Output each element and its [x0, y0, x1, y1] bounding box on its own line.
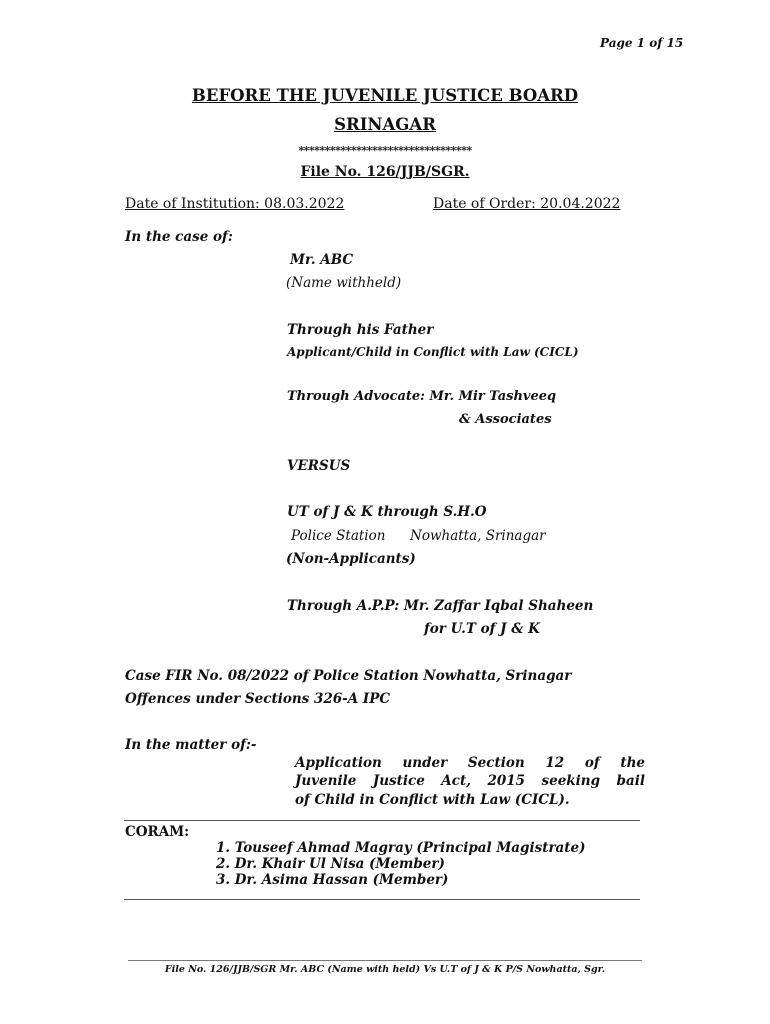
- matter-word: Act,: [441, 773, 471, 789]
- court-title: BEFORE THE JUVENILE JUSTICE BOARD: [191, 86, 579, 105]
- matter-word: seeking: [541, 773, 601, 789]
- matter-line-3: of Child in Conflict with Law (CICL).: [295, 792, 570, 808]
- matter-line-2: [295, 773, 645, 789]
- advocate-line-1: Through Advocate: Mr. Mir Tashveeq: [287, 389, 557, 404]
- fir-line-1: Case FIR No. 08/2022 of Police Station Nowhatta, Srinagar: [125, 668, 572, 684]
- coram-member-3: 3. Dr. Asima Hassan (Member): [216, 872, 449, 888]
- matter-line-1: [295, 755, 645, 771]
- matter-word: Justice: [372, 773, 425, 789]
- footer-text: File No. 126/JJB/SGR Mr. ABC (Name with held) Vs U.T of J & K P/S Nowhatta, Sgr.: [164, 964, 606, 975]
- non-applicants-label: (Non-Applicants): [286, 551, 416, 567]
- applicant-name: Mr. ABC: [290, 252, 354, 268]
- divider-bottom: [124, 899, 640, 900]
- case-of-label: In the case of:: [125, 229, 233, 245]
- respondent-name: UT of J & K through S.H.O: [287, 504, 487, 520]
- matter-word: Section: [467, 755, 525, 771]
- matter-word: bail: [616, 773, 645, 789]
- matter-word: under: [402, 755, 448, 771]
- matter-word: Application: [295, 755, 382, 771]
- through-father: Through his Father: [287, 322, 434, 338]
- police-station-label: Police Station: [291, 528, 386, 544]
- date-of-institution: Date of Institution: 08.03.2022: [125, 196, 345, 212]
- stars-divider: *********************************: [298, 144, 472, 157]
- advocate-line-2: & Associates: [459, 412, 552, 427]
- versus-label: VERSUS: [287, 458, 351, 474]
- matter-word: 2015: [487, 773, 526, 789]
- applicant-role: Applicant/Child in Conflict with Law (CICL): [287, 345, 579, 359]
- app-line-2: for U.T of J & K: [424, 621, 540, 637]
- fir-line-2: Offences under Sections 326-A IPC: [125, 691, 391, 707]
- footer-rule: [128, 960, 642, 961]
- divider-top: [124, 820, 640, 821]
- app-line-1: Through A.P.P: Mr. Zaffar Iqbal Shaheen: [287, 598, 594, 614]
- date-of-order: Date of Order: 20.04.2022: [433, 196, 621, 212]
- court-location: SRINAGAR: [334, 115, 436, 134]
- matter-word: Juvenile: [295, 773, 357, 789]
- page-number: Page 1 of 15: [600, 36, 684, 50]
- matter-word: the: [620, 755, 645, 771]
- coram-member-2: 2. Dr. Khair Ul Nisa (Member): [216, 856, 445, 872]
- matter-word: of: [584, 755, 600, 771]
- coram-member-1: 1. Touseef Ahmad Magray (Principal Magistrate): [216, 840, 586, 856]
- matter-word: 12: [545, 755, 565, 771]
- file-number: File No. 126/JJB/SGR.: [300, 164, 470, 180]
- matter-label: In the matter of:-: [125, 737, 257, 753]
- applicant-name-note: (Name withheld): [286, 275, 402, 291]
- coram-label: CORAM:: [125, 824, 190, 840]
- police-station-place: Nowhatta, Srinagar: [410, 528, 546, 544]
